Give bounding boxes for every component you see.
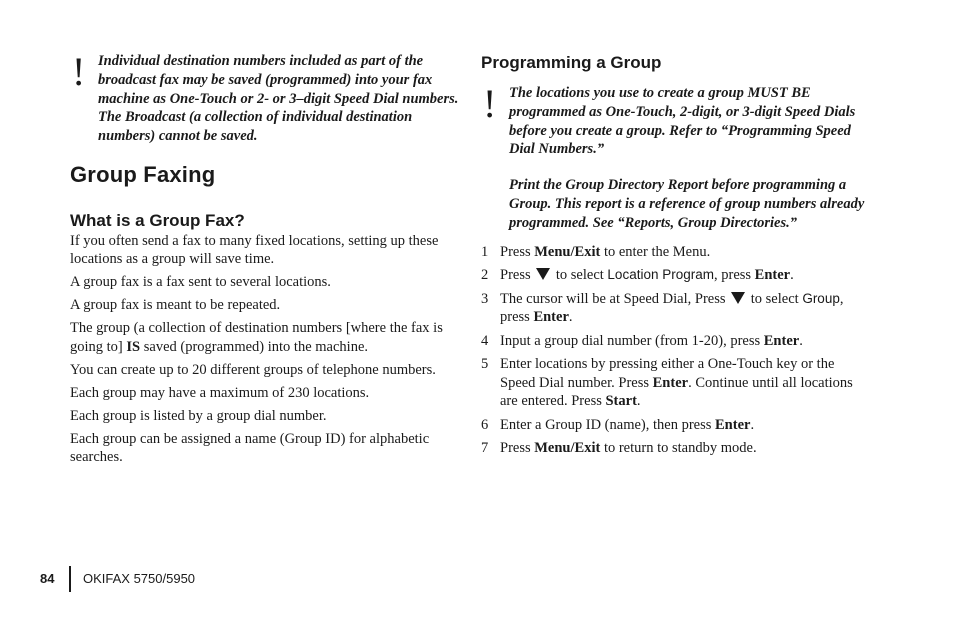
list-item (481, 290, 873, 327)
text: . (636, 393, 641, 410)
text: to return to standby mode. (600, 440, 757, 457)
text: , press (713, 267, 755, 284)
text: . (799, 332, 803, 349)
key-name: Enter (652, 374, 689, 391)
group-note-text: The locations you use to create a group MUST BE programmed as One-Touch, 2-digit, or 3-digit Speed Dials before you create a group. Refer to “Programming Speed Dial Numbers.” (509, 85, 856, 158)
display-text: Location Program (607, 267, 714, 283)
key-name: Enter (715, 416, 751, 433)
text: . (568, 309, 573, 326)
paragraph: A group fax is a fax sent to several locations. (70, 274, 331, 291)
step-number: 7 (481, 440, 489, 457)
step-number: 6 (481, 416, 489, 433)
text: to select (552, 267, 608, 284)
text: , press (500, 290, 844, 326)
broadcast-note-text: Individual destination numbers included as part of the broadcast fax may be saved (programmed) into your fax machine as One-Touch or 2- or 3–digit Speed Dial numbers. The Broadcast (a collection of individual destination numbers) cannot be saved. (98, 53, 459, 145)
list-item (481, 355, 873, 411)
broadcast-note (70, 49, 462, 146)
text: saved (programmed) into the machine. (140, 338, 369, 355)
paragraph (70, 319, 462, 356)
paragraph: Each group can be assigned a name (Group ID) for alphabetic searches. (70, 430, 430, 466)
right-column (481, 52, 873, 458)
step-number: 5 (481, 356, 489, 373)
text: . (790, 267, 794, 284)
down-arrow-icon (731, 292, 745, 304)
key-name: Enter (754, 267, 791, 284)
paragraph: A group fax is meant to be repeated. (70, 297, 281, 314)
section-heading: What is a Group Fax? (70, 210, 245, 230)
key-name: Enter (533, 309, 569, 326)
list-item (481, 416, 873, 435)
left-column (70, 49, 462, 467)
text: to select (747, 290, 803, 307)
caution-icon: ! (72, 49, 86, 94)
step-number: 1 (481, 243, 489, 260)
display-text: Group (802, 290, 840, 306)
page-title: Group Faxing (70, 161, 216, 187)
text: to enter the Menu. (600, 243, 711, 260)
paragraph: If you often send a fax to many fixed locations, setting up these locations as a group will save time. (70, 232, 439, 268)
section-heading: Programming a Group (481, 53, 662, 72)
list-item (481, 332, 873, 351)
group-note (481, 81, 873, 233)
text: Press (500, 243, 535, 260)
key-name: Enter (763, 332, 800, 349)
text: Enter a Group ID (name), then press (500, 416, 716, 433)
group-note-text: Print the Group Directory Report before programming a Group. This report is a reference of group numbers already programmed. See “Reports, Group Directories.” (509, 177, 865, 231)
text: Enter locations by pressing either a One-Touch key or the Speed Dial number. Press (500, 356, 835, 391)
caution-icon: ! (483, 81, 497, 126)
text: . (750, 416, 755, 433)
step-number: 2 (481, 267, 489, 284)
key-name: Menu/Exit (534, 243, 601, 260)
text: The group (a collection of destination numbers [where the fax is going to] (70, 320, 443, 355)
page-number: 84 (40, 571, 55, 586)
step-number: 4 (481, 332, 489, 349)
list-item (481, 266, 873, 285)
steps-list (481, 243, 873, 458)
list-item (481, 243, 873, 262)
key-name: Start (605, 393, 637, 410)
footer-divider (69, 566, 71, 592)
text: Press (500, 440, 535, 457)
paragraph: Each group is listed by a group dial number. (70, 407, 327, 424)
paragraph: You can create up to 20 different groups of telephone numbers. (70, 361, 436, 378)
text: . Continue until all locations are entered. Press (500, 374, 853, 410)
emphasis: IS (126, 338, 141, 355)
down-arrow-icon (536, 268, 550, 280)
model-name: OKIFAX 5750/5950 (83, 571, 196, 586)
text: Press (500, 267, 535, 284)
paragraph: Each group may have a maximum of 230 locations. (70, 384, 370, 401)
text: Input a group dial number (from 1-20), press (500, 332, 764, 349)
list-item (481, 439, 873, 458)
text: The cursor will be at Speed Dial, Press (500, 290, 730, 307)
step-number: 3 (481, 290, 489, 307)
key-name: Menu/Exit (534, 440, 601, 457)
